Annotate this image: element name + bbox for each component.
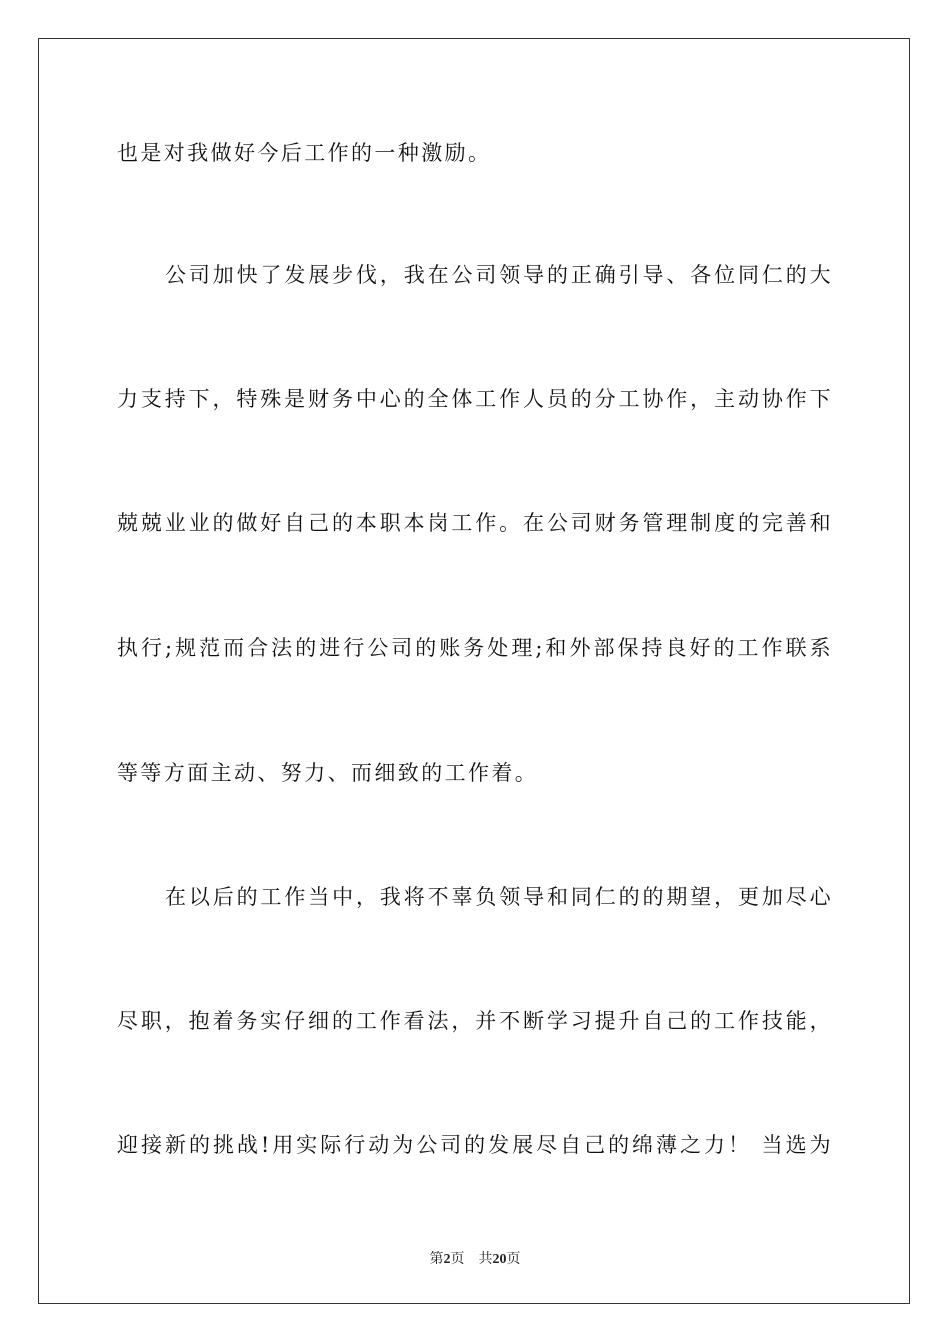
page-suffix: 页: [450, 1252, 465, 1267]
text-line-9: 迎接新的挑战!用实际行动为公司的发展尽自己的绵薄之力！ 当选为: [117, 1133, 833, 1157]
page-footer: [0, 1248, 950, 1268]
text-line-5: 执行;规范而合法的进行公司的账务处理;和外部保持良好的工作联系: [117, 636, 833, 660]
total-suffix: 页: [506, 1252, 521, 1267]
total-pages: 20: [492, 1252, 507, 1267]
total-prefix: 共: [478, 1252, 493, 1267]
text-line-2: 公司加快了发展步伐，我在公司领导的正确引导、各位同仁的大: [165, 263, 833, 287]
text-line-3: 力支持下，特殊是财务中心的全体工作人员的分工协作，主动协作下: [117, 387, 833, 411]
text-line-7: 在以后的工作当中，我将不辜负领导和同仁的的期望，更加尽心: [165, 885, 833, 909]
text-line-8: 尽职，抱着务实仔细的工作看法，并不断学习提升自己的工作技能，: [117, 1009, 833, 1033]
text-line-6: 等等方面主动、努力、而细致的工作着。: [117, 761, 539, 785]
text-line-4: 兢兢业业的做好自己的本职本岗工作。在公司财务管理制度的完善和: [117, 511, 833, 535]
page-number: 2: [443, 1252, 451, 1267]
page-prefix: 第: [429, 1252, 444, 1267]
text-line-1: 也是对我做好今后工作的一种激励。: [117, 141, 492, 165]
page-border: [38, 38, 910, 1304]
